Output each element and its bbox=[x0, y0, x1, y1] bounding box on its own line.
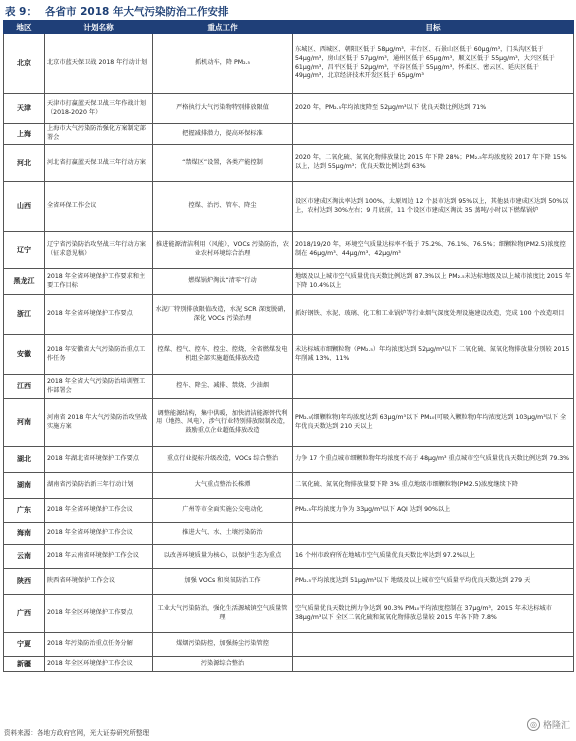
cell-region: 浙江 bbox=[4, 295, 45, 335]
cell-plan: 2018 年全省环境保护工作会议 bbox=[45, 499, 153, 523]
cell-region: 宁夏 bbox=[4, 633, 45, 657]
table-row bbox=[4, 399, 574, 447]
table-row bbox=[4, 124, 574, 145]
cell-target: 未达标城市细颗粒物（PM₂.₅）年均浓度达到 52μg/m³以下 二氧化硫、氮氧化物排放量分别较 2015 年削减 13%、11% bbox=[293, 335, 574, 375]
cell-target bbox=[293, 124, 574, 145]
table-title-label: 表 9： bbox=[5, 5, 37, 18]
table-row bbox=[4, 182, 574, 232]
cell-work: “禁煤区”设置，各类产能控制 bbox=[153, 145, 293, 182]
cell-plan: 2018 年全省环境保护工作要求和主要工作目标 bbox=[45, 269, 153, 295]
cell-region: 广西 bbox=[4, 595, 45, 633]
cell-target: 抓好钢铁、水泥、玻璃、化工和工业锅炉等行业烟气深度处理设施建设改造，完成 100 个改造项目 bbox=[293, 295, 574, 335]
header-plan: 计划名称 bbox=[45, 21, 153, 34]
cell-region: 海南 bbox=[4, 523, 45, 545]
cell-region: 广东 bbox=[4, 499, 45, 523]
cell-target: PM₂.₅(细颗粒物)年均浓度达到 63μg/m³以下 PM₁₀(可吸入颗粒物)年均浓度达到 103μg/m³以下 全年优良天数达到 210 天以上 bbox=[293, 399, 574, 447]
cell-work: 重点行业提标升级改造，VOCs 综合整治 bbox=[153, 447, 293, 473]
cell-plan: 天津市打赢蓝天保卫战三年作战计划（2018-2020 年） bbox=[45, 94, 153, 124]
cell-work: 抓机动车，降 PM₂.₅ bbox=[153, 34, 293, 94]
cell-region: 安徽 bbox=[4, 335, 45, 375]
cell-work: 燃煤锅炉淘汰“清零”行动 bbox=[153, 269, 293, 295]
source-note: 资料来源：各地方政府官网，光大证券研究所整理 bbox=[4, 729, 150, 737]
cell-target: 16 个州市政府所在地城市空气质量优良天数比率达到 97.2%以上 bbox=[293, 545, 574, 569]
table-row bbox=[4, 595, 574, 633]
cell-plan: 河北省打赢蓝天保卫战三年行动方案 bbox=[45, 145, 153, 182]
cell-region: 云南 bbox=[4, 545, 45, 569]
cell-region: 上海 bbox=[4, 124, 45, 145]
table-row bbox=[4, 335, 574, 375]
cell-plan: 陕西省环境保护工作会议 bbox=[45, 569, 153, 595]
table-row bbox=[4, 545, 574, 569]
cell-target: 2018/19/20 年，环境空气质量达标率不低于 75.2%、76.1%、76.5%；细颗粒物(PM2.5)浓度控制在 46μg/m³、44μg/m³、42μg/m³ bbox=[293, 232, 574, 269]
cell-plan: 辽宁省污染防治攻坚战三年行动方案（征求意见稿） bbox=[45, 232, 153, 269]
watermark bbox=[527, 718, 570, 731]
cell-target: PM₂.₅年均浓度力争为 33μg/m³以下 AQI 达到 90%以上 bbox=[293, 499, 574, 523]
cell-work: 控车、降尘、减排、禁烧、少油烟 bbox=[153, 375, 293, 399]
cell-work: 控煤、控气、控车、控尘、控烧，全省燃煤发电机组全部实施超低排放改造 bbox=[153, 335, 293, 375]
table-row bbox=[4, 232, 574, 269]
cell-plan: 全省环保工作会议 bbox=[45, 182, 153, 232]
header-work: 重点工作 bbox=[153, 21, 293, 34]
cell-plan: 湖南省污染防治新三年行动计划 bbox=[45, 473, 153, 499]
cell-region: 湖北 bbox=[4, 447, 45, 473]
cell-work: 推进能源清洁利用（风能），VOCs 污染防治，农业农村环境综合治理 bbox=[153, 232, 293, 269]
cell-target: 力争 17 个重点城市细颗粒物年均浓度不高于 48μg/m³ 重点城市空气质量优良天数比例达到 79.3% bbox=[293, 447, 574, 473]
cell-region: 江西 bbox=[4, 375, 45, 399]
table-title bbox=[3, 2, 573, 20]
cell-region: 北京 bbox=[4, 34, 45, 94]
table-row bbox=[4, 657, 574, 672]
table-row bbox=[4, 94, 574, 124]
table-row bbox=[4, 375, 574, 399]
cell-plan: 北京市蓝天保卫战 2018 年行动计划 bbox=[45, 34, 153, 94]
table-row bbox=[4, 569, 574, 595]
table-row bbox=[4, 523, 574, 545]
cell-plan: 2018 年云南省环境保护工作会议 bbox=[45, 545, 153, 569]
cell-work: 煤烟污染防控，加强扬尘污染管控 bbox=[153, 633, 293, 657]
table-row bbox=[4, 447, 574, 473]
cell-work: 严格执行大气污染物特别排放限值 bbox=[153, 94, 293, 124]
cell-plan: 河南省 2018 年大气污染防治攻坚战实施方案 bbox=[45, 399, 153, 447]
cell-work: 控煤、治污、管车、降尘 bbox=[153, 182, 293, 232]
cell-region: 陕西 bbox=[4, 569, 45, 595]
cell-target: 二氧化硫、氮氧化物排放量要下降 3% 重点地级市细颗粒物(PM2.5)浓度继续下降 bbox=[293, 473, 574, 499]
cell-work: 大气重点整治长株潭 bbox=[153, 473, 293, 499]
cell-plan: 2018 年全区环境保护工作会议 bbox=[45, 657, 153, 672]
cell-target: 地级及以上城市空气质量优良天数比例达到 87.3%以上 PM₂.₅未达标地级及以上城市浓度比 2015 年下降 10.4%以上 bbox=[293, 269, 574, 295]
table-row bbox=[4, 295, 574, 335]
cell-region: 黑龙江 bbox=[4, 269, 45, 295]
cell-target: PM₂.₅平均浓度达到 51μg/m³以下 地级及以上城市空气质量平均优良天数达到 279 天 bbox=[293, 569, 574, 595]
policy-table bbox=[3, 20, 574, 672]
cell-plan: 2018 年湖北省环境保护工作要点 bbox=[45, 447, 153, 473]
cell-target: 2020 年，二氧化硫、氮氧化物排放量比 2015 年下降 28%；PM₂.₅年均浓度较 2017 年下降 15%以上，达到 55μg/m³；优良天数比例达到 63% bbox=[293, 145, 574, 182]
cell-target: 东城区、西城区、朝阳区低于 58μg/m³，丰台区、石景山区低于 60μg/m³，门头沟区低于 54μg/m³，房山区低于 57μg/m³，通州区低于 65μg/m³，顺义区低于 55μg/m³，大兴区低于 61μg/m³，昌平区低于 52μg/m³，平谷区低于 55μg/m³，怀柔区、密云区、延庆区低于 49μg/m³，北京经济技术开发区低于 65μg/m³ bbox=[293, 34, 574, 94]
cell-work: 把握减排潜力，提高环保标准 bbox=[153, 124, 293, 145]
cell-region: 河北 bbox=[4, 145, 45, 182]
cell-target bbox=[293, 375, 574, 399]
table-title-text: 各省市 2018 年大气污染防治工作安排 bbox=[44, 5, 229, 18]
cell-region: 湖南 bbox=[4, 473, 45, 499]
cell-target bbox=[293, 657, 574, 672]
cell-plan: 2018 年污染防治重点任务分解 bbox=[45, 633, 153, 657]
cell-plan: 2018 年全省大气污染防治培训暨工作部署会 bbox=[45, 375, 153, 399]
cell-work: 工业大气污染防治，强化生活源城镇空气质量管理 bbox=[153, 595, 293, 633]
cell-region: 新疆 bbox=[4, 657, 45, 672]
cell-plan: 上海市大气污染防治强化方案制定部署会 bbox=[45, 124, 153, 145]
header-region: 地区 bbox=[4, 21, 45, 34]
watermark-logo-icon: ◎ bbox=[527, 718, 540, 731]
cell-region: 山西 bbox=[4, 182, 45, 232]
cell-target: 空气质量优良天数比例力争达到 90.3% PM₁₀平均浓度控制在 37μg/m³，2015 年未达标城市 38μg/m³以下 全区二氧化硫和氮氧化物排放总量较 2015 年各下降 7.8% bbox=[293, 595, 574, 633]
table-row bbox=[4, 499, 574, 523]
cell-work: 水泥厂特别排放限值改造，水泥 SCR 深度脱硝，深化 VOCs 污染治理 bbox=[153, 295, 293, 335]
cell-plan: 2018 年全省环境保护工作要点 bbox=[45, 295, 153, 335]
table-row bbox=[4, 269, 574, 295]
cell-target bbox=[293, 633, 574, 657]
cell-plan: 2018 年全区环境保护工作要点 bbox=[45, 595, 153, 633]
cell-work: 加强 VOCs 和臭氧防治工作 bbox=[153, 569, 293, 595]
cell-target: 设区市建成区淘汰率达到 100%，太原周边 12 个县市达到 95%以上，其他县市建成区达到 50%以上，农村达到 30%左右；9 月底前，11 个设区市建成区淘汰 35 蒸吨/小时以下燃煤锅炉 bbox=[293, 182, 574, 232]
table-row bbox=[4, 145, 574, 182]
table-row bbox=[4, 34, 574, 94]
cell-work: 污染源综合整治 bbox=[153, 657, 293, 672]
cell-target bbox=[293, 523, 574, 545]
table-header-row bbox=[4, 21, 574, 34]
watermark-text: 格隆汇 bbox=[542, 721, 570, 731]
cell-work: 调整能源结构，集中供暖，加快清洁能源替代利用（地热、风电），涉气行业特别排放限制改造，鼓励重点企业超低排放改造 bbox=[153, 399, 293, 447]
cell-plan: 2018 年全省环境保护工作会议 bbox=[45, 523, 153, 545]
table-row bbox=[4, 473, 574, 499]
cell-work: 广州等市全面实施公交电动化 bbox=[153, 499, 293, 523]
cell-region: 河南 bbox=[4, 399, 45, 447]
table-row bbox=[4, 633, 574, 657]
header-target: 目标 bbox=[293, 21, 574, 34]
cell-work: 以改善环境质量为核心，以保护生态为重点 bbox=[153, 545, 293, 569]
cell-region: 天津 bbox=[4, 94, 45, 124]
cell-plan: 2018 年安徽省大气污染防治重点工作任务 bbox=[45, 335, 153, 375]
cell-region: 辽宁 bbox=[4, 232, 45, 269]
cell-work: 推进大气、水、土壤污染防治 bbox=[153, 523, 293, 545]
cell-target: 2020 年，PM₂.₅年均浓度降至 52μg/m³以下 优良天数比例达到 71% bbox=[293, 94, 574, 124]
